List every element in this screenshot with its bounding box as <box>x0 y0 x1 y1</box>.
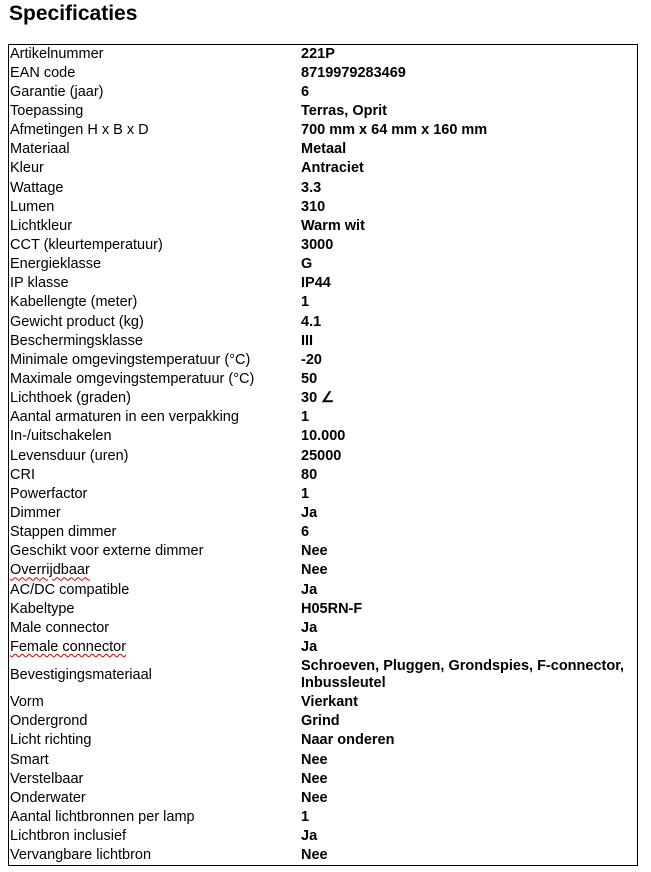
spec-label-cell <box>9 542 301 561</box>
spec-row <box>9 293 638 312</box>
spec-label: Aantal lichtbronnen per lamp <box>10 809 195 825</box>
spec-value: 4.1 <box>301 313 322 330</box>
spec-label-cell <box>9 504 301 523</box>
spec-label-cell <box>9 827 301 846</box>
spec-row <box>9 332 638 351</box>
spec-label-cell <box>9 580 301 599</box>
spec-label: In-/uitschakelen <box>10 428 112 445</box>
spec-row <box>9 731 638 750</box>
spec-label-cell <box>9 236 301 255</box>
specifications-table-body <box>9 45 638 866</box>
spec-row <box>9 274 638 293</box>
spec-label: Kabeltype <box>10 600 75 617</box>
spec-row <box>9 485 638 504</box>
spec-label-cell <box>9 83 301 102</box>
spec-label: Kabellengte (meter) <box>10 294 138 311</box>
spec-label: Wattage <box>10 179 64 196</box>
spec-label-cell <box>9 751 301 770</box>
spec-label: Beschermingsklasse <box>10 332 143 349</box>
spec-value: 3.3 <box>301 179 322 196</box>
spec-label: Verstelbaar <box>10 770 84 787</box>
spec-label: Toepassing <box>10 102 84 119</box>
spec-row <box>9 102 638 121</box>
spec-row <box>9 504 638 523</box>
spec-value: G <box>301 256 313 273</box>
spec-label-cell <box>9 121 301 140</box>
spec-label: Geschikt voor externe dimmer <box>10 543 204 560</box>
spec-value: 6 <box>301 83 310 100</box>
spec-label: Ondergrond <box>10 713 88 730</box>
spec-value: III <box>301 332 314 349</box>
spec-label: CRI <box>10 466 35 483</box>
spec-label: AC/DC compatible <box>10 581 130 598</box>
spec-label-cell <box>9 255 301 274</box>
page-title: Specificaties <box>9 2 138 25</box>
spec-value: Schroeven, Pluggen, Grondspies, F-connector, Inbussleutel <box>301 658 625 692</box>
spec-label: Garantie (jaar) <box>10 83 104 100</box>
spec-label-cell <box>9 808 301 827</box>
spec-label-cell <box>9 846 301 865</box>
spec-value: 1 <box>301 294 310 311</box>
spec-label: Energieklasse <box>10 256 102 273</box>
spec-row <box>9 827 638 846</box>
spec-label-cell <box>9 485 301 504</box>
spec-value: -20 <box>301 351 322 368</box>
spec-row <box>9 446 638 465</box>
spec-row <box>9 370 638 389</box>
spec-row <box>9 580 638 599</box>
spec-label-cell <box>9 466 301 485</box>
spec-label: Aantal armaturen in een verpakking <box>10 409 239 426</box>
spec-label-cell <box>9 657 301 693</box>
spec-label: Lumen <box>10 198 55 215</box>
spec-label: Dimmer <box>10 504 61 521</box>
spec-value: Naar onderen <box>301 732 395 749</box>
spec-value: 221P <box>301 45 335 62</box>
spec-value: Vierkant <box>301 694 358 711</box>
spec-row <box>9 83 638 102</box>
spec-row <box>9 789 638 808</box>
spec-value: Nee <box>301 789 328 806</box>
spec-value: 30 ∠ <box>301 390 335 407</box>
spec-value: Nee <box>301 847 328 864</box>
spec-row <box>9 542 638 561</box>
spec-label: Licht richting <box>10 732 92 749</box>
spec-row <box>9 600 638 619</box>
spec-label-cell <box>9 64 301 83</box>
spec-value: H05RN-F <box>301 600 363 617</box>
spec-label-cell <box>9 351 301 370</box>
spec-value: Ja <box>301 828 318 845</box>
spec-label-cell <box>9 293 301 312</box>
spec-value: 3000 <box>301 236 334 253</box>
spec-value: 310 <box>301 198 326 215</box>
spec-label-cell <box>9 45 301 64</box>
spec-value: Ja <box>301 504 318 521</box>
spec-label: Lichthoek (graden) <box>10 390 131 407</box>
spec-row <box>9 236 638 255</box>
spec-label: Stappen dimmer <box>10 524 117 541</box>
spec-label-cell <box>9 619 301 638</box>
spec-label: Overrijdbaar <box>10 562 90 579</box>
spec-label-cell <box>9 140 301 159</box>
spec-label: Female connector <box>10 638 127 655</box>
spec-row <box>9 64 638 83</box>
spec-row <box>9 657 638 693</box>
spec-row <box>9 408 638 427</box>
spec-value: 1 <box>301 485 310 502</box>
spec-label-cell <box>9 332 301 351</box>
spec-value: Metaal <box>301 141 347 158</box>
spec-label: Smart <box>10 751 49 768</box>
spec-label: Powerfactor <box>10 485 88 502</box>
spec-row <box>9 198 638 217</box>
spec-label-cell <box>9 217 301 236</box>
spec-value: 1 <box>301 809 310 825</box>
spec-label-cell <box>9 712 301 731</box>
spec-label-cell <box>9 446 301 465</box>
specifications-table <box>8 44 638 866</box>
spec-row <box>9 523 638 542</box>
spec-value: Nee <box>301 543 328 560</box>
spec-label-cell <box>9 523 301 542</box>
spec-label-cell <box>9 427 301 446</box>
spec-value: 8719979283469 <box>301 64 406 81</box>
spec-row <box>9 178 638 197</box>
spec-label-cell <box>9 600 301 619</box>
spec-label: CCT (kleurtemperatuur) <box>10 236 163 253</box>
spec-row <box>9 619 638 638</box>
spec-label-cell <box>9 198 301 217</box>
spec-row <box>9 255 638 274</box>
spec-label-cell <box>9 693 301 712</box>
spec-value: 700 mm x 64 mm x 160 mm <box>301 122 488 139</box>
spec-value: Ja <box>301 581 318 598</box>
spec-label: Bevestigingsmateriaal <box>10 666 152 683</box>
spec-row <box>9 808 638 827</box>
spec-value: Nee <box>301 751 328 768</box>
spec-label: EAN code <box>10 64 76 81</box>
spec-row <box>9 159 638 178</box>
spec-label: Levensduur (uren) <box>10 447 129 464</box>
spec-label: Materiaal <box>10 141 70 158</box>
spec-row <box>9 121 638 140</box>
spec-label: Lichtkleur <box>10 217 73 234</box>
spec-row <box>9 561 638 580</box>
spec-value: Grind <box>301 713 340 730</box>
spec-value: Nee <box>301 562 328 579</box>
spec-row <box>9 693 638 712</box>
spec-label-cell <box>9 789 301 808</box>
spec-value: 6 <box>301 524 310 541</box>
spec-label-cell <box>9 408 301 427</box>
spec-value: 80 <box>301 466 318 483</box>
spec-value: Nee <box>301 770 328 787</box>
spec-label-cell <box>9 274 301 293</box>
spec-label: Minimale omgevingstemperatuur (°C) <box>10 351 251 368</box>
spec-value: Ja <box>301 619 318 636</box>
spec-row <box>9 846 638 865</box>
spec-row <box>9 45 638 64</box>
spec-value: Terras, Oprit <box>301 102 387 119</box>
spec-label: Vorm <box>10 694 44 711</box>
spec-row <box>9 351 638 370</box>
spec-row <box>9 638 638 657</box>
spec-row <box>9 466 638 485</box>
spec-label: Male connector <box>10 619 110 636</box>
spec-row <box>9 712 638 731</box>
spec-value: Warm wit <box>301 217 365 234</box>
spec-row <box>9 770 638 789</box>
spec-label-cell <box>9 770 301 789</box>
spec-label: Kleur <box>10 160 44 177</box>
spec-row <box>9 140 638 159</box>
spec-label-cell <box>9 731 301 750</box>
spec-row <box>9 217 638 236</box>
spec-value: 50 <box>301 370 318 387</box>
spec-label-cell <box>9 389 301 408</box>
spec-row <box>9 389 638 408</box>
spec-label: Vervangbare lichtbron <box>10 847 152 864</box>
spec-value: 10.000 <box>301 428 346 445</box>
spec-value: Ja <box>301 638 318 655</box>
spec-label-cell <box>9 370 301 389</box>
spec-label: Maximale omgevingstemperatuur (°C) <box>10 370 255 387</box>
spec-label-cell <box>9 638 301 657</box>
spec-row <box>9 427 638 446</box>
spec-label: Artikelnummer <box>10 45 104 62</box>
spec-label: Gewicht product (kg) <box>10 313 144 330</box>
spec-row <box>9 751 638 770</box>
spec-label: IP klasse <box>10 275 69 292</box>
spec-label-cell <box>9 312 301 331</box>
spec-label-cell <box>9 159 301 178</box>
spec-value: IP44 <box>301 275 331 292</box>
spec-label: Lichtbron inclusief <box>10 828 127 845</box>
spec-label-cell <box>9 102 301 121</box>
spec-label-cell <box>9 178 301 197</box>
spec-label: Afmetingen H x B x D <box>10 122 149 139</box>
spec-label-cell <box>9 561 301 580</box>
spec-value: Antraciet <box>301 160 364 177</box>
spec-label: Onderwater <box>10 789 86 806</box>
spec-value: 1 <box>301 409 310 426</box>
spec-value: 25000 <box>301 447 342 464</box>
spec-row <box>9 312 638 331</box>
